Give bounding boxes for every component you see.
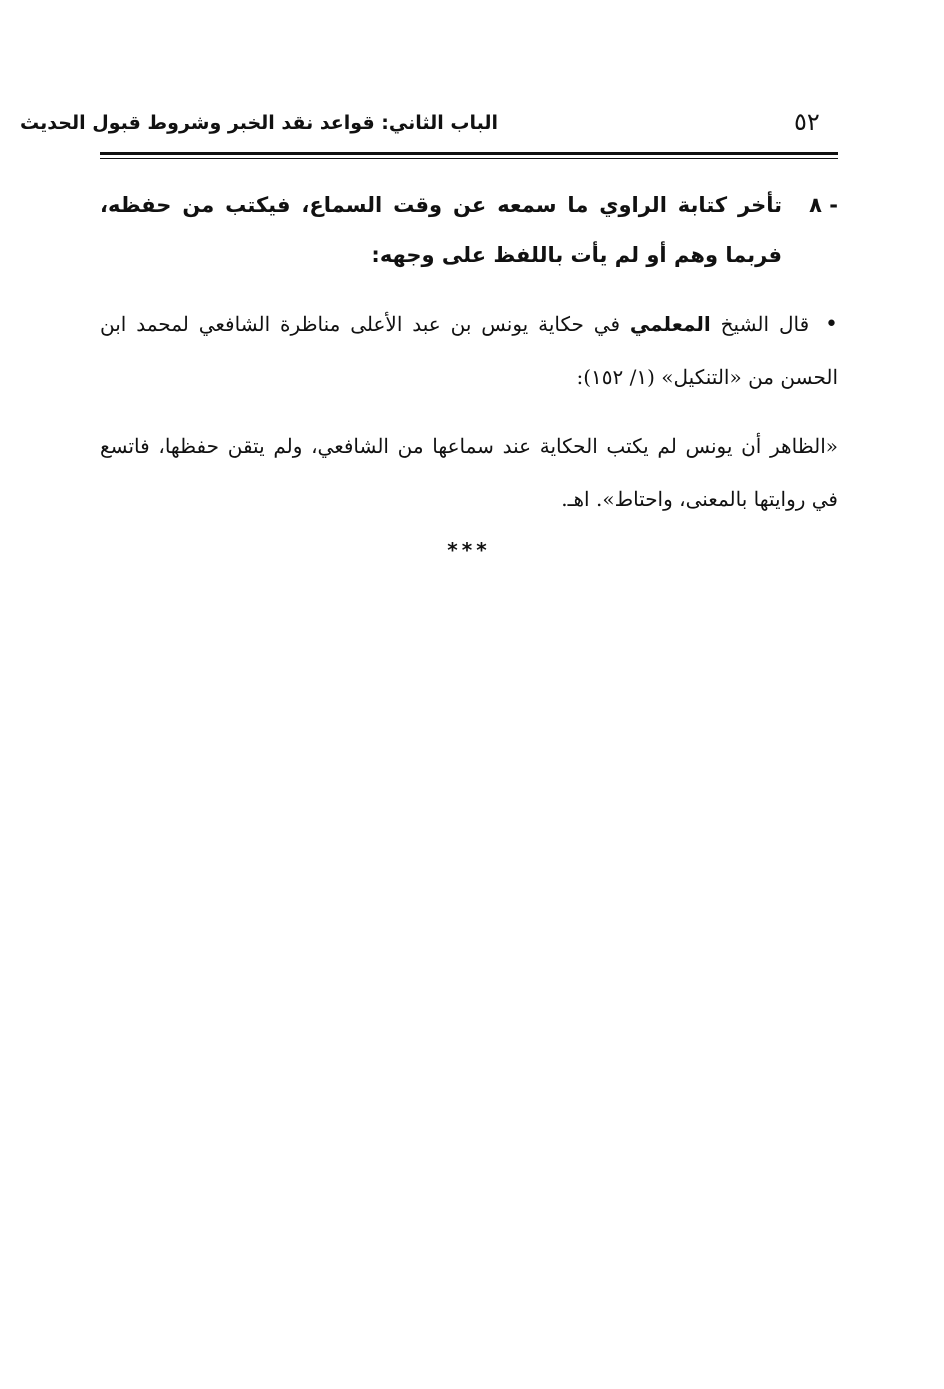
page-number: ٥٢ bbox=[794, 108, 820, 136]
paragraph-text-before: قال الشيخ bbox=[720, 312, 810, 336]
paragraph-text-after: في حكاية يونس بن عبد الأعلى مناظرة الشافعي لمحمد ابن الحسن من «التنكيل» (١/ ١٥٢): bbox=[100, 312, 838, 389]
bullet-icon: • bbox=[825, 312, 838, 337]
scholar-name: المعلمي bbox=[629, 312, 711, 336]
header-rule-thin bbox=[100, 158, 838, 159]
page-body bbox=[100, 180, 838, 562]
header-rule-thick bbox=[100, 152, 838, 155]
quotation: «الظاهر أن يونس لم يكتب الحكاية عند سماعها من الشافعي، ولم يتقن حفظها، فاتسع في روايتها بالمعنى، واحتاط». اهـ. bbox=[100, 434, 838, 511]
running-header-title: الباب الثاني: قواعد نقد الخبر وشروط قبول الحديث bbox=[20, 112, 498, 134]
section-number: ٨ - bbox=[809, 193, 838, 217]
section-heading bbox=[100, 180, 838, 280]
section-heading-text: تأخر كتابة الراوي ما سمعه عن وقت السماع، فيكتب من حفظه، فربما وهم أو لم يأت باللفظ على وجهه: bbox=[100, 193, 782, 267]
running-header bbox=[20, 108, 838, 148]
section-separator: *** bbox=[447, 538, 491, 562]
paragraph-citation bbox=[100, 298, 838, 404]
